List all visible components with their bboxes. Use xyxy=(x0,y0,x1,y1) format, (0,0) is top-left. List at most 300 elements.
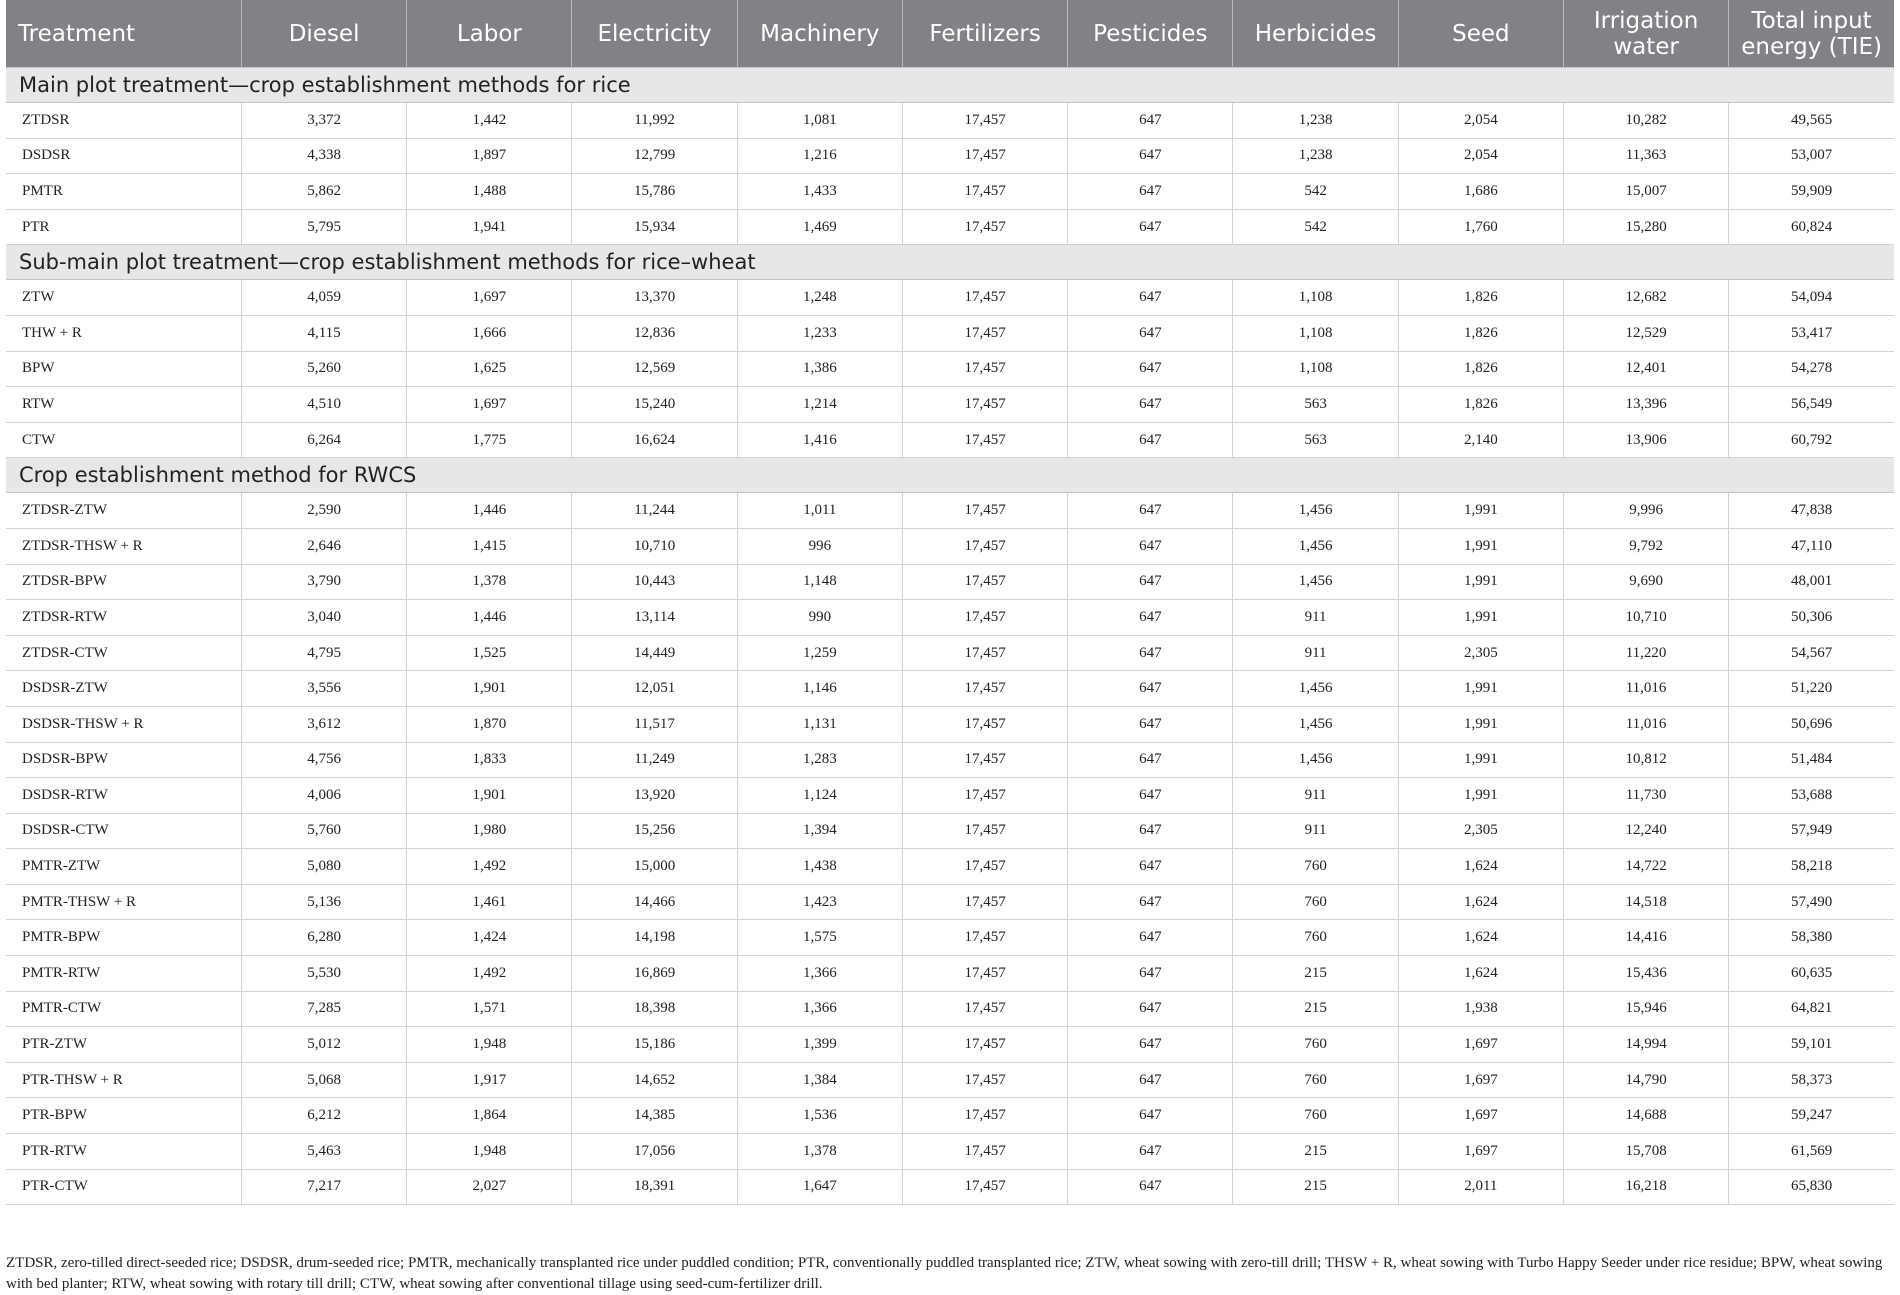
value-cell: 1,826 xyxy=(1398,351,1563,387)
table-row xyxy=(6,706,1894,742)
column-header-seed: Seed xyxy=(1398,0,1563,68)
value-cell: 47,110 xyxy=(1729,528,1894,564)
value-cell: 1,991 xyxy=(1398,706,1563,742)
value-cell: 1,492 xyxy=(407,956,572,992)
value-cell: 647 xyxy=(1068,635,1233,671)
value-cell: 15,946 xyxy=(1563,991,1728,1027)
column-header-electricity: Electricity xyxy=(572,0,737,68)
treatment-cell: DSDSR-BPW xyxy=(6,742,241,778)
value-cell: 647 xyxy=(1068,564,1233,600)
value-cell: 7,285 xyxy=(241,991,406,1027)
value-cell: 17,457 xyxy=(902,991,1067,1027)
value-cell: 57,490 xyxy=(1729,884,1894,920)
treatment-cell: ZTDSR-ZTW xyxy=(6,493,241,529)
value-cell: 647 xyxy=(1068,387,1233,423)
column-header-diesel: Diesel xyxy=(241,0,406,68)
value-cell: 1,399 xyxy=(737,1027,902,1063)
value-cell: 1,456 xyxy=(1233,528,1398,564)
value-cell: 12,240 xyxy=(1563,813,1728,849)
value-cell: 1,108 xyxy=(1233,315,1398,351)
value-cell: 215 xyxy=(1233,1169,1398,1205)
value-cell: 1,826 xyxy=(1398,315,1563,351)
value-cell: 51,484 xyxy=(1729,742,1894,778)
value-cell: 1,461 xyxy=(407,884,572,920)
value-cell: 15,240 xyxy=(572,387,737,423)
value-cell: 17,457 xyxy=(902,138,1067,174)
value-cell: 6,212 xyxy=(241,1098,406,1134)
table-row xyxy=(6,635,1894,671)
column-header-treatment: Treatment xyxy=(6,0,241,68)
value-cell: 15,186 xyxy=(572,1027,737,1063)
table-row xyxy=(6,991,1894,1027)
section-title: Crop establishment method for RWCS xyxy=(6,458,1894,493)
value-cell: 9,792 xyxy=(1563,528,1728,564)
value-cell: 15,000 xyxy=(572,849,737,885)
value-cell: 11,016 xyxy=(1563,671,1728,707)
table-row xyxy=(6,528,1894,564)
value-cell: 760 xyxy=(1233,884,1398,920)
value-cell: 4,338 xyxy=(241,138,406,174)
table-row xyxy=(6,884,1894,920)
value-cell: 1,108 xyxy=(1233,351,1398,387)
value-cell: 17,457 xyxy=(902,280,1067,316)
value-cell: 647 xyxy=(1068,742,1233,778)
value-cell: 1,571 xyxy=(407,991,572,1027)
value-cell: 15,786 xyxy=(572,174,737,210)
value-cell: 1,697 xyxy=(407,280,572,316)
value-cell: 2,027 xyxy=(407,1169,572,1205)
value-cell: 54,278 xyxy=(1729,351,1894,387)
value-cell: 10,812 xyxy=(1563,742,1728,778)
value-cell: 59,101 xyxy=(1729,1027,1894,1063)
value-cell: 14,790 xyxy=(1563,1062,1728,1098)
value-cell: 1,991 xyxy=(1398,742,1563,778)
table-row xyxy=(6,493,1894,529)
table-row xyxy=(6,1169,1894,1205)
value-cell: 60,635 xyxy=(1729,956,1894,992)
value-cell: 647 xyxy=(1068,315,1233,351)
value-cell: 13,114 xyxy=(572,600,737,636)
value-cell: 1,697 xyxy=(1398,1098,1563,1134)
value-cell: 1,442 xyxy=(407,103,572,139)
value-cell: 1,991 xyxy=(1398,778,1563,814)
value-cell: 647 xyxy=(1068,1169,1233,1205)
value-cell: 1,148 xyxy=(737,564,902,600)
value-cell: 647 xyxy=(1068,1098,1233,1134)
value-cell: 1,991 xyxy=(1398,528,1563,564)
value-cell: 54,094 xyxy=(1729,280,1894,316)
table-row xyxy=(6,387,1894,423)
value-cell: 563 xyxy=(1233,422,1398,458)
value-cell: 1,415 xyxy=(407,528,572,564)
value-cell: 12,799 xyxy=(572,138,737,174)
value-cell: 14,722 xyxy=(1563,849,1728,885)
value-cell: 14,198 xyxy=(572,920,737,956)
value-cell: 760 xyxy=(1233,1027,1398,1063)
value-cell: 2,305 xyxy=(1398,813,1563,849)
value-cell: 1,469 xyxy=(737,209,902,245)
value-cell: 18,398 xyxy=(572,991,737,1027)
table-row xyxy=(6,1098,1894,1134)
table-row xyxy=(6,103,1894,139)
value-cell: 1,438 xyxy=(737,849,902,885)
value-cell: 647 xyxy=(1068,422,1233,458)
value-cell: 3,372 xyxy=(241,103,406,139)
value-cell: 647 xyxy=(1068,528,1233,564)
value-cell: 215 xyxy=(1233,991,1398,1027)
value-cell: 2,646 xyxy=(241,528,406,564)
table-row xyxy=(6,1027,1894,1063)
column-header-pesticides: Pesticides xyxy=(1068,0,1233,68)
table-row xyxy=(6,422,1894,458)
value-cell: 17,457 xyxy=(902,884,1067,920)
value-cell: 5,068 xyxy=(241,1062,406,1098)
value-cell: 17,457 xyxy=(902,103,1067,139)
value-cell: 47,838 xyxy=(1729,493,1894,529)
value-cell: 6,264 xyxy=(241,422,406,458)
value-cell: 1,760 xyxy=(1398,209,1563,245)
section-header-row xyxy=(6,245,1894,280)
value-cell: 48,001 xyxy=(1729,564,1894,600)
value-cell: 911 xyxy=(1233,600,1398,636)
table-row xyxy=(6,1062,1894,1098)
value-cell: 5,260 xyxy=(241,351,406,387)
value-cell: 14,688 xyxy=(1563,1098,1728,1134)
value-cell: 11,244 xyxy=(572,493,737,529)
value-cell: 4,510 xyxy=(241,387,406,423)
value-cell: 1,938 xyxy=(1398,991,1563,1027)
value-cell: 15,708 xyxy=(1563,1134,1728,1170)
value-cell: 17,457 xyxy=(902,778,1067,814)
value-cell: 4,756 xyxy=(241,742,406,778)
value-cell: 1,214 xyxy=(737,387,902,423)
value-cell: 12,401 xyxy=(1563,351,1728,387)
value-cell: 1,686 xyxy=(1398,174,1563,210)
value-cell: 1,901 xyxy=(407,671,572,707)
treatment-cell: RTW xyxy=(6,387,241,423)
value-cell: 17,457 xyxy=(902,706,1067,742)
value-cell: 542 xyxy=(1233,174,1398,210)
value-cell: 1,384 xyxy=(737,1062,902,1098)
value-cell: 50,306 xyxy=(1729,600,1894,636)
treatment-cell: THW + R xyxy=(6,315,241,351)
value-cell: 13,920 xyxy=(572,778,737,814)
treatment-cell: PTR-CTW xyxy=(6,1169,241,1205)
value-cell: 1,833 xyxy=(407,742,572,778)
table-row xyxy=(6,1134,1894,1170)
value-cell: 53,007 xyxy=(1729,138,1894,174)
treatment-cell: PTR-RTW xyxy=(6,1134,241,1170)
value-cell: 11,249 xyxy=(572,742,737,778)
value-cell: 5,530 xyxy=(241,956,406,992)
value-cell: 1,124 xyxy=(737,778,902,814)
value-cell: 5,080 xyxy=(241,849,406,885)
value-cell: 17,457 xyxy=(902,493,1067,529)
value-cell: 1,131 xyxy=(737,706,902,742)
value-cell: 7,217 xyxy=(241,1169,406,1205)
value-cell: 53,688 xyxy=(1729,778,1894,814)
table-row xyxy=(6,813,1894,849)
header-row xyxy=(6,0,1894,68)
value-cell: 911 xyxy=(1233,635,1398,671)
value-cell: 15,280 xyxy=(1563,209,1728,245)
value-cell: 1,456 xyxy=(1233,564,1398,600)
value-cell: 911 xyxy=(1233,813,1398,849)
treatment-cell: ZTDSR xyxy=(6,103,241,139)
value-cell: 58,380 xyxy=(1729,920,1894,956)
value-cell: 17,457 xyxy=(902,671,1067,707)
value-cell: 911 xyxy=(1233,778,1398,814)
value-cell: 10,710 xyxy=(1563,600,1728,636)
value-cell: 1,991 xyxy=(1398,564,1563,600)
value-cell: 996 xyxy=(737,528,902,564)
value-cell: 17,457 xyxy=(902,528,1067,564)
value-cell: 17,056 xyxy=(572,1134,737,1170)
table-row xyxy=(6,280,1894,316)
treatment-cell: ZTDSR-THSW + R xyxy=(6,528,241,564)
treatment-cell: ZTDSR-CTW xyxy=(6,635,241,671)
value-cell: 647 xyxy=(1068,1062,1233,1098)
column-header-total-input-energy: Total input energy (TIE) xyxy=(1729,0,1894,68)
value-cell: 12,051 xyxy=(572,671,737,707)
value-cell: 760 xyxy=(1233,1098,1398,1134)
value-cell: 647 xyxy=(1068,209,1233,245)
value-cell: 1,697 xyxy=(1398,1134,1563,1170)
value-cell: 11,363 xyxy=(1563,138,1728,174)
value-cell: 12,569 xyxy=(572,351,737,387)
value-cell: 215 xyxy=(1233,1134,1398,1170)
value-cell: 2,011 xyxy=(1398,1169,1563,1205)
value-cell: 11,220 xyxy=(1563,635,1728,671)
value-cell: 1,991 xyxy=(1398,493,1563,529)
treatment-cell: DSDSR xyxy=(6,138,241,174)
value-cell: 1,666 xyxy=(407,315,572,351)
value-cell: 17,457 xyxy=(902,920,1067,956)
value-cell: 5,463 xyxy=(241,1134,406,1170)
value-cell: 1,941 xyxy=(407,209,572,245)
value-cell: 1,283 xyxy=(737,742,902,778)
treatment-cell: DSDSR-CTW xyxy=(6,813,241,849)
value-cell: 1,456 xyxy=(1233,671,1398,707)
value-cell: 3,556 xyxy=(241,671,406,707)
table-row xyxy=(6,956,1894,992)
value-cell: 760 xyxy=(1233,1062,1398,1098)
value-cell: 12,836 xyxy=(572,315,737,351)
value-cell: 542 xyxy=(1233,209,1398,245)
value-cell: 51,220 xyxy=(1729,671,1894,707)
value-cell: 10,282 xyxy=(1563,103,1728,139)
value-cell: 1,948 xyxy=(407,1134,572,1170)
value-cell: 1,446 xyxy=(407,600,572,636)
value-cell: 10,710 xyxy=(572,528,737,564)
value-cell: 1,826 xyxy=(1398,280,1563,316)
value-cell: 647 xyxy=(1068,174,1233,210)
treatment-cell: DSDSR-THSW + R xyxy=(6,706,241,742)
column-header-fertilizers: Fertilizers xyxy=(902,0,1067,68)
value-cell: 215 xyxy=(1233,956,1398,992)
value-cell: 17,457 xyxy=(902,174,1067,210)
value-cell: 647 xyxy=(1068,600,1233,636)
column-header-labor: Labor xyxy=(407,0,572,68)
value-cell: 1,864 xyxy=(407,1098,572,1134)
value-cell: 1,492 xyxy=(407,849,572,885)
value-cell: 17,457 xyxy=(902,1098,1067,1134)
value-cell: 53,417 xyxy=(1729,315,1894,351)
value-cell: 14,416 xyxy=(1563,920,1728,956)
table-row xyxy=(6,671,1894,707)
table-row xyxy=(6,742,1894,778)
value-cell: 1,456 xyxy=(1233,493,1398,529)
value-cell: 1,378 xyxy=(407,564,572,600)
value-cell: 5,760 xyxy=(241,813,406,849)
value-cell: 50,696 xyxy=(1729,706,1894,742)
value-cell: 11,016 xyxy=(1563,706,1728,742)
treatment-cell: PTR-ZTW xyxy=(6,1027,241,1063)
treatment-cell: DSDSR-RTW xyxy=(6,778,241,814)
value-cell: 61,569 xyxy=(1729,1134,1894,1170)
value-cell: 5,795 xyxy=(241,209,406,245)
value-cell: 1,991 xyxy=(1398,600,1563,636)
value-cell: 3,040 xyxy=(241,600,406,636)
value-cell: 1,433 xyxy=(737,174,902,210)
table-row xyxy=(6,138,1894,174)
value-cell: 17,457 xyxy=(902,387,1067,423)
value-cell: 1,697 xyxy=(407,387,572,423)
value-cell: 647 xyxy=(1068,849,1233,885)
treatment-cell: PTR-THSW + R xyxy=(6,1062,241,1098)
value-cell: 2,054 xyxy=(1398,103,1563,139)
value-cell: 15,934 xyxy=(572,209,737,245)
treatment-cell: PMTR xyxy=(6,174,241,210)
value-cell: 4,795 xyxy=(241,635,406,671)
value-cell: 1,108 xyxy=(1233,280,1398,316)
value-cell: 9,690 xyxy=(1563,564,1728,600)
energy-input-table xyxy=(6,0,1894,1205)
value-cell: 1,238 xyxy=(1233,103,1398,139)
treatment-cell: CTW xyxy=(6,422,241,458)
value-cell: 54,567 xyxy=(1729,635,1894,671)
value-cell: 647 xyxy=(1068,813,1233,849)
treatment-cell: PMTR-THSW + R xyxy=(6,884,241,920)
value-cell: 1,456 xyxy=(1233,706,1398,742)
value-cell: 60,792 xyxy=(1729,422,1894,458)
value-cell: 2,054 xyxy=(1398,138,1563,174)
table-row xyxy=(6,315,1894,351)
value-cell: 1,366 xyxy=(737,956,902,992)
value-cell: 647 xyxy=(1068,956,1233,992)
value-cell: 1,980 xyxy=(407,813,572,849)
section-title: Sub-main plot treatment—crop establishment methods for rice–wheat xyxy=(6,245,1894,280)
value-cell: 647 xyxy=(1068,493,1233,529)
value-cell: 17,457 xyxy=(902,635,1067,671)
value-cell: 1,446 xyxy=(407,493,572,529)
table-row xyxy=(6,174,1894,210)
value-cell: 1,248 xyxy=(737,280,902,316)
value-cell: 4,059 xyxy=(241,280,406,316)
table-row xyxy=(6,564,1894,600)
value-cell: 14,385 xyxy=(572,1098,737,1134)
table-container xyxy=(6,0,1894,1205)
value-cell: 1,081 xyxy=(737,103,902,139)
value-cell: 990 xyxy=(737,600,902,636)
value-cell: 5,012 xyxy=(241,1027,406,1063)
value-cell: 1,826 xyxy=(1398,387,1563,423)
value-cell: 647 xyxy=(1068,778,1233,814)
value-cell: 5,136 xyxy=(241,884,406,920)
value-cell: 6,280 xyxy=(241,920,406,956)
value-cell: 16,624 xyxy=(572,422,737,458)
value-cell: 1,525 xyxy=(407,635,572,671)
column-header-herbicides: Herbicides xyxy=(1233,0,1398,68)
treatment-cell: ZTDSR-RTW xyxy=(6,600,241,636)
value-cell: 4,006 xyxy=(241,778,406,814)
value-cell: 2,590 xyxy=(241,493,406,529)
value-cell: 14,994 xyxy=(1563,1027,1728,1063)
value-cell: 17,457 xyxy=(902,351,1067,387)
treatment-cell: ZTDSR-BPW xyxy=(6,564,241,600)
value-cell: 1,870 xyxy=(407,706,572,742)
value-cell: 2,140 xyxy=(1398,422,1563,458)
value-cell: 14,518 xyxy=(1563,884,1728,920)
value-cell: 647 xyxy=(1068,351,1233,387)
section-title: Main plot treatment—crop establishment methods for rice xyxy=(6,68,1894,103)
value-cell: 1,366 xyxy=(737,991,902,1027)
value-cell: 647 xyxy=(1068,1134,1233,1170)
value-cell: 16,218 xyxy=(1563,1169,1728,1205)
value-cell: 1,423 xyxy=(737,884,902,920)
treatment-cell: PMTR-ZTW xyxy=(6,849,241,885)
value-cell: 647 xyxy=(1068,920,1233,956)
value-cell: 49,565 xyxy=(1729,103,1894,139)
table-row xyxy=(6,920,1894,956)
treatment-cell: BPW xyxy=(6,351,241,387)
value-cell: 760 xyxy=(1233,920,1398,956)
value-cell: 14,449 xyxy=(572,635,737,671)
value-cell: 17,457 xyxy=(902,1062,1067,1098)
value-cell: 17,457 xyxy=(902,1134,1067,1170)
value-cell: 17,457 xyxy=(902,956,1067,992)
value-cell: 1,901 xyxy=(407,778,572,814)
value-cell: 1,625 xyxy=(407,351,572,387)
value-cell: 4,115 xyxy=(241,315,406,351)
table-header xyxy=(6,0,1894,68)
value-cell: 1,775 xyxy=(407,422,572,458)
value-cell: 647 xyxy=(1068,138,1233,174)
value-cell: 1,488 xyxy=(407,174,572,210)
value-cell: 647 xyxy=(1068,671,1233,707)
value-cell: 1,697 xyxy=(1398,1062,1563,1098)
value-cell: 16,869 xyxy=(572,956,737,992)
value-cell: 1,238 xyxy=(1233,138,1398,174)
value-cell: 57,949 xyxy=(1729,813,1894,849)
value-cell: 3,612 xyxy=(241,706,406,742)
value-cell: 17,457 xyxy=(902,1169,1067,1205)
value-cell: 1,697 xyxy=(1398,1027,1563,1063)
table-body xyxy=(6,68,1894,1205)
value-cell: 17,457 xyxy=(902,600,1067,636)
value-cell: 647 xyxy=(1068,991,1233,1027)
value-cell: 13,906 xyxy=(1563,422,1728,458)
value-cell: 17,457 xyxy=(902,813,1067,849)
value-cell: 1,948 xyxy=(407,1027,572,1063)
value-cell: 1,216 xyxy=(737,138,902,174)
treatment-cell: DSDSR-ZTW xyxy=(6,671,241,707)
value-cell: 5,862 xyxy=(241,174,406,210)
value-cell: 60,824 xyxy=(1729,209,1894,245)
value-cell: 15,256 xyxy=(572,813,737,849)
value-cell: 1,647 xyxy=(737,1169,902,1205)
value-cell: 9,996 xyxy=(1563,493,1728,529)
